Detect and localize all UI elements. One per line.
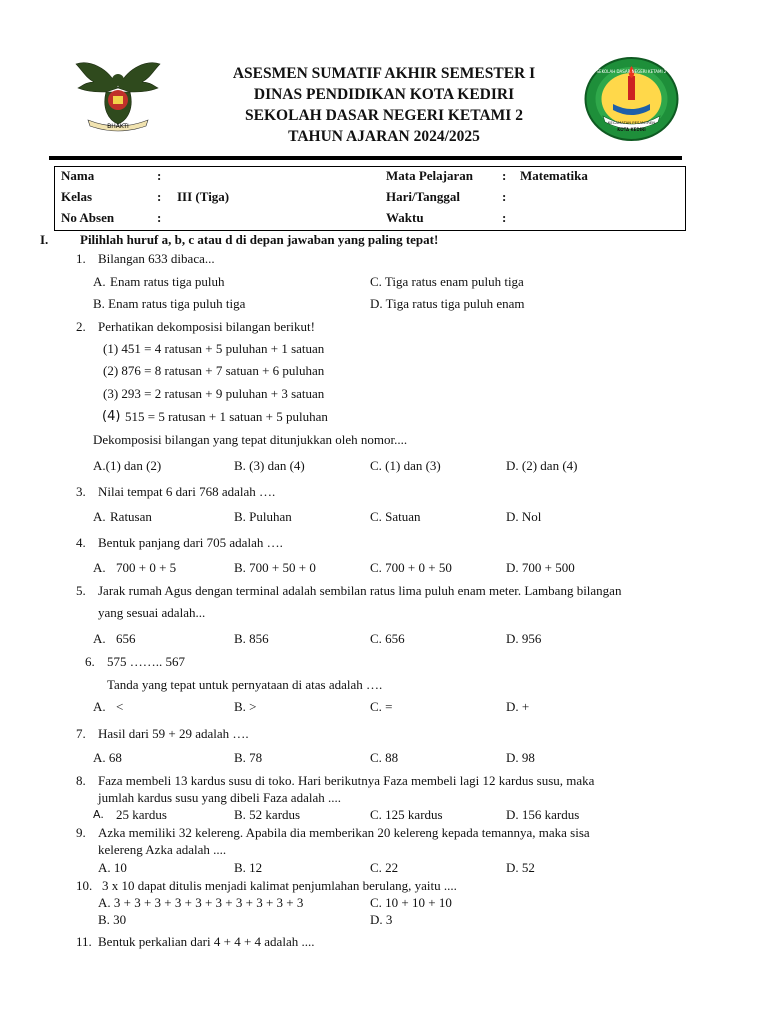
q2-option-c: C. (1) dan (3) bbox=[370, 458, 441, 473]
time-colon: : bbox=[502, 210, 507, 225]
q11-number: 11. bbox=[76, 934, 92, 949]
q9-text-line2: kelereng Azka adalah .... bbox=[98, 842, 227, 857]
q5-option-a-letter: A. bbox=[93, 631, 106, 646]
q8-option-d: D. 156 kardus bbox=[506, 807, 580, 822]
q9-option-a: A. 10 bbox=[98, 860, 127, 875]
q1-option-b: B. Enam ratus tiga puluh tiga bbox=[93, 296, 246, 311]
q2-option-b: B. (3) dan (4) bbox=[234, 458, 305, 473]
q8-option-b: B. 52 kardus bbox=[234, 807, 301, 822]
q9-text-line1: Azka memiliki 32 kelereng. Apabila dia memberikan 20 kelereng kepada temannya, maka sisa bbox=[98, 825, 590, 840]
q4-option-b: B. 700 + 50 + 0 bbox=[234, 560, 316, 575]
q3-text: Nilai tempat 6 dari 768 adalah …. bbox=[98, 484, 276, 499]
q10-text: 3 x 10 dapat ditulis menjadi kalimat penjumlahan berulang, yaitu .... bbox=[102, 878, 457, 893]
school-logo-city: KOTA KEDIRI bbox=[617, 127, 646, 132]
q3-option-d: D. Nol bbox=[506, 509, 542, 524]
q8-option-c: C. 125 kardus bbox=[370, 807, 443, 822]
q8-text-line2: jumlah kardus susu yang dibeli Faza adalah .... bbox=[98, 790, 341, 805]
day-colon: : bbox=[502, 189, 507, 204]
q7-option-a: A. 68 bbox=[93, 750, 122, 765]
class-label: Kelas bbox=[61, 189, 93, 204]
q2-statement-4: 515 = 5 ratusan + 1 satuan + 5 puluhan bbox=[125, 409, 328, 424]
q5-number: 5. bbox=[76, 583, 86, 598]
q1-option-c: C. Tiga ratus enam puluh tiga bbox=[370, 274, 524, 289]
q8-option-a: 25 kardus bbox=[116, 807, 167, 822]
q5-option-b: B. 856 bbox=[234, 631, 269, 646]
q5-option-d: D. 956 bbox=[506, 631, 542, 646]
q4-number: 4. bbox=[76, 535, 86, 550]
name-colon: : bbox=[157, 168, 162, 183]
q2-option-d: D. (2) dan (4) bbox=[506, 458, 578, 473]
q8-option-a-letter: A. bbox=[93, 808, 104, 821]
school-logo-ring-text: SEKOLAH DASAR NEGERI KETAMI 2 bbox=[596, 69, 667, 74]
header-title-4: TAHUN AJARAN 2024/2025 bbox=[288, 128, 480, 145]
q2-text: Perhatikan dekomposisi bilangan berikut! bbox=[98, 319, 315, 334]
q6-number: 6. bbox=[85, 654, 95, 669]
q1-option-a: Enam ratus tiga puluh bbox=[110, 274, 225, 289]
subject-label: Mata Pelajaran bbox=[386, 168, 474, 183]
q10-option-d: D. 3 bbox=[370, 912, 393, 927]
class-value: III (Tiga) bbox=[177, 189, 230, 204]
header-title-1: ASESMEN SUMATIF AKHIR SEMESTER I bbox=[232, 65, 536, 82]
q10-option-a: A. 3 + 3 + 3 + 3 + 3 + 3 + 3 + 3 + 3 + 3 bbox=[98, 895, 304, 910]
q2-statement-4-number: (4) bbox=[102, 409, 121, 424]
subject-value: Matematika bbox=[520, 168, 588, 183]
q3-option-b: B. Puluhan bbox=[234, 509, 292, 524]
section-number: I. bbox=[40, 232, 49, 247]
q4-text: Bentuk panjang dari 705 adalah …. bbox=[98, 535, 283, 550]
q9-number: 9. bbox=[76, 825, 86, 840]
day-label: Hari/Tanggal bbox=[386, 189, 460, 204]
subject-colon: : bbox=[502, 168, 507, 183]
q10-option-c: C. 10 + 10 + 10 bbox=[370, 895, 452, 910]
q8-number: 8. bbox=[76, 773, 86, 788]
q4-option-a: 700 + 0 + 5 bbox=[116, 560, 177, 575]
q1-number: 1. bbox=[76, 251, 86, 266]
q4-option-a-letter: A. bbox=[93, 560, 106, 575]
q6-text: 575 …….. 567 bbox=[107, 654, 185, 669]
q6-prompt: Tanda yang tepat untuk pernyataan di atas adalah …. bbox=[107, 677, 383, 692]
q5-text-line2: yang sesuai adalah... bbox=[98, 605, 206, 620]
q9-option-d: D. 52 bbox=[506, 860, 535, 875]
section-instruction: Pilihlah huruf a, b, c atau d di depan jawaban yang paling tepat! bbox=[80, 232, 439, 247]
q2-option-a: A.(1) dan (2) bbox=[93, 458, 162, 473]
q6-option-b: B. > bbox=[234, 699, 257, 714]
q11-text: Bentuk perkalian dari 4 + 4 + 4 adalah .... bbox=[98, 934, 315, 949]
q6-option-a: < bbox=[116, 699, 124, 714]
q6-option-d: D. + bbox=[506, 699, 530, 714]
header-title-3: SEKOLAH DASAR NEGERI KETAMI 2 bbox=[245, 107, 523, 124]
absen-label: No Absen bbox=[61, 210, 115, 225]
name-label: Nama bbox=[61, 168, 95, 183]
header-divider bbox=[49, 156, 682, 160]
q2-number: 2. bbox=[76, 319, 86, 334]
q9-option-c: C. 22 bbox=[370, 860, 399, 875]
q3-option-a-letter: A. bbox=[93, 509, 106, 524]
q2-statement-1: (1) 451 = 4 ratusan + 5 puluhan + 1 satuan bbox=[103, 341, 325, 356]
q8-text-line1: Faza membeli 13 kardus susu di toko. Hari berikutnya Faza membeli lagi 12 kardus susu, maka bbox=[98, 773, 595, 788]
q9-option-b: B. 12 bbox=[234, 860, 263, 875]
q3-option-a: Ratusan bbox=[110, 509, 152, 524]
q5-option-a: 656 bbox=[116, 631, 136, 646]
q3-number: 3. bbox=[76, 484, 86, 499]
q4-option-d: D. 700 + 500 bbox=[506, 560, 575, 575]
q6-option-c: C. = bbox=[370, 699, 393, 714]
header-title-2: DINAS PENDIDIKAN KOTA KEDIRI bbox=[253, 86, 515, 103]
q7-text: Hasil dari 59 + 29 adalah …. bbox=[98, 726, 249, 741]
q1-option-a-letter: A. bbox=[93, 274, 106, 289]
q1-text: Bilangan 633 dibaca... bbox=[98, 251, 215, 266]
student-info-box bbox=[54, 166, 686, 231]
q3-option-c: C. Satuan bbox=[370, 509, 421, 524]
q2-prompt: Dekomposisi bilangan yang tepat ditunjukkan oleh nomor.... bbox=[93, 432, 408, 447]
q7-option-c: C. 88 bbox=[370, 750, 399, 765]
q7-option-b: B. 78 bbox=[234, 750, 263, 765]
garuda-banner-text: BHAKTI bbox=[107, 123, 129, 130]
q5-option-c: C. 656 bbox=[370, 631, 405, 646]
q7-option-d: D. 98 bbox=[506, 750, 535, 765]
absen-colon: : bbox=[157, 210, 162, 225]
time-label: Waktu bbox=[386, 210, 424, 225]
class-colon: : bbox=[157, 189, 162, 204]
q7-number: 7. bbox=[76, 726, 86, 741]
q10-option-b: B. 30 bbox=[98, 912, 127, 927]
q2-statement-2: (2) 876 = 8 ratusan + 7 satuan + 6 puluhan bbox=[103, 363, 325, 378]
q5-text-line1: Jarak rumah Agus dengan terminal adalah sembilan ratus lima puluh enam meter. Lambang bilangan bbox=[98, 583, 622, 598]
q1-option-d: D. Tiga ratus tiga puluh enam bbox=[370, 296, 525, 311]
school-logo-motto: KECAMATAN PESANTREN bbox=[607, 120, 656, 125]
q4-option-c: C. 700 + 0 + 50 bbox=[370, 560, 452, 575]
q6-option-a-letter: A. bbox=[93, 699, 106, 714]
q10-number: 10. bbox=[76, 878, 93, 893]
q2-statement-3: (3) 293 = 2 ratusan + 9 puluhan + 3 satuan bbox=[103, 386, 325, 401]
